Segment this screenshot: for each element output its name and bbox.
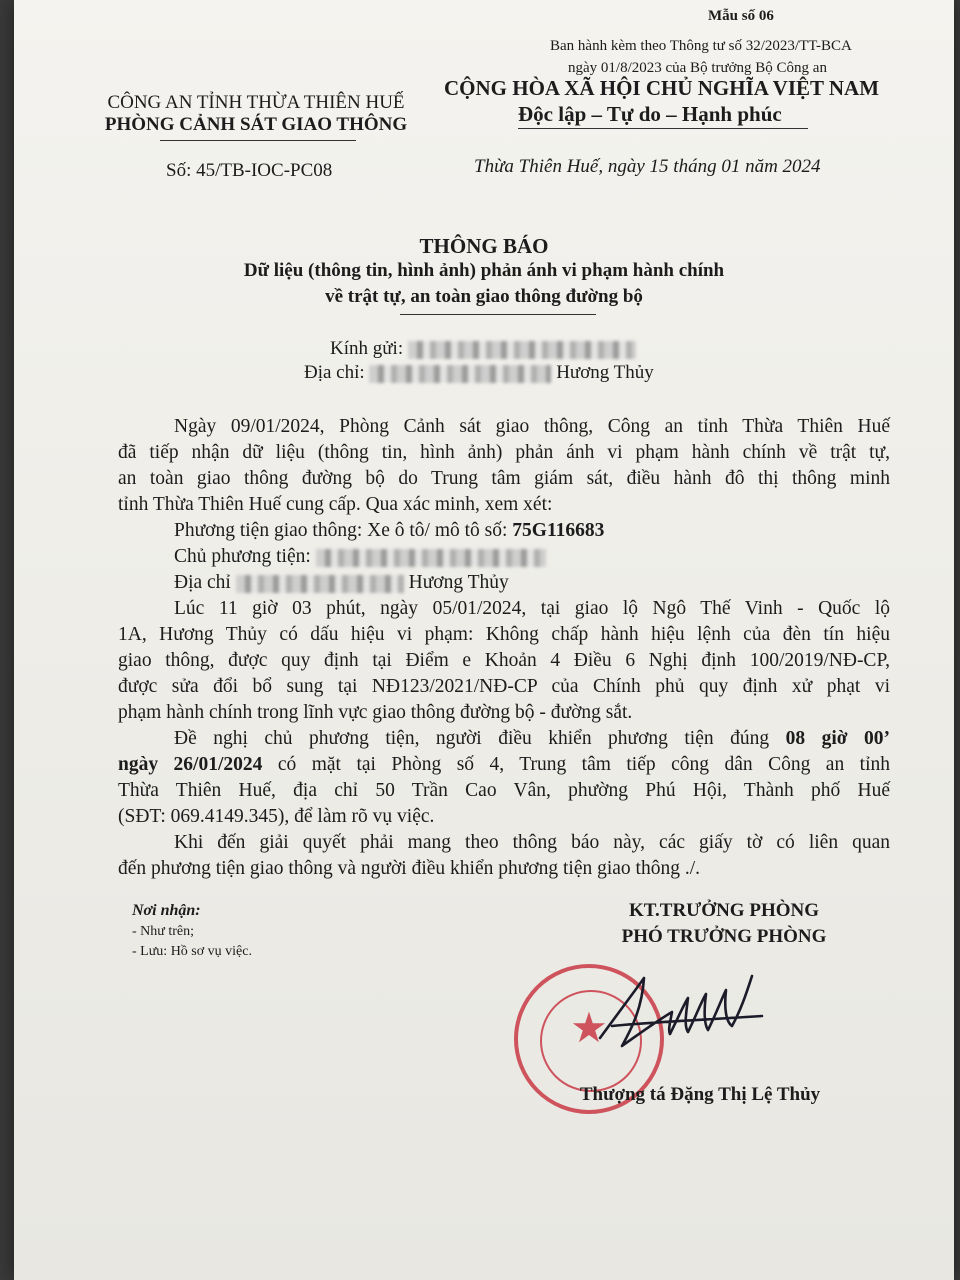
- left-header-divider: [160, 140, 356, 141]
- redacted-owner-address: [236, 575, 404, 593]
- country-name: CỘNG HÒA XÃ HỘI CHỦ NGHĨA VIỆT NAM: [444, 76, 880, 100]
- document-page: [14, 0, 954, 1280]
- document-number: Số: 45/TB-IOC-PC08: [166, 160, 333, 181]
- address-label: Địa chỉ:: [304, 362, 365, 383]
- vehicle-label: Phương tiện giao thông: Xe ô tô/ mô tô số:: [174, 520, 513, 541]
- p3-line-1: [174, 726, 890, 752]
- redacted-recipient: [408, 341, 636, 359]
- notice-heading: THÔNG BÁO: [419, 234, 549, 258]
- owner-label: Chủ phương tiện:: [174, 546, 311, 567]
- appointment-date: ngày 26/01/2024: [118, 754, 263, 775]
- owner-address-label: Địa chỉ: [174, 572, 231, 593]
- recipient-item-2: - Lưu: Hồ sơ vụ việc.: [132, 944, 252, 959]
- department-name: PHÒNG CẢNH SÁT GIAO THÔNG: [104, 114, 408, 135]
- title-divider: [400, 314, 596, 315]
- p1-line-3: an toàn giao thông đường bộ do Trung tâm giám sát, điều hành đô thị thông minh: [118, 468, 890, 489]
- form-issued-line1: Ban hành kèm theo Thông tư số 32/2023/TT-BCA: [550, 38, 852, 54]
- official-seal: ★: [514, 964, 664, 1114]
- p2-line-2: 1A, Hương Thủy có dấu hiệu vi phạm: Không chấp hành hiệu lệnh của đèn tín hiệu: [118, 624, 890, 645]
- right-header-divider: [518, 128, 808, 129]
- p4-line-1: Khi đến giải quyết phải mang theo thông báo này, các giấy tờ có liên quan: [174, 832, 890, 853]
- redacted-owner: [316, 549, 546, 567]
- p3-line-2: [118, 752, 890, 778]
- recipient-item-1: - Như trên;: [132, 924, 195, 939]
- signer-name: Thượng tá Đặng Thị Lệ Thủy: [579, 1084, 821, 1105]
- notice-subtitle-line1: Dữ liệu (thông tin, hình ảnh) phản ánh vi phạm hành chính: [243, 260, 725, 281]
- p4-line-2: đến phương tiện giao thông và người điều khiển phương tiện giao thông ./.: [118, 858, 701, 879]
- p3-line-2-text: có mặt tại Phòng số 4, Trung tâm tiếp công dân Công an tỉnh: [262, 754, 890, 775]
- p1-line-4: tỉnh Thừa Thiên Huế cung cấp. Qua xác minh, xem xét:: [118, 494, 553, 515]
- to-label: Kính gửi:: [330, 338, 404, 359]
- notice-subtitle-line2: về trật tự, an toàn giao thông đường bộ: [325, 286, 643, 307]
- redacted-address: [369, 365, 551, 383]
- p2-line-1: Lúc 11 giờ 03 phút, ngày 05/01/2024, tại giao lộ Ngô Thế Vinh - Quốc lộ: [174, 598, 890, 619]
- p1-line-2: đã tiếp nhận dữ liệu (thông tin, hình ảnh) phản ánh vi phạm hành chính về trật tự,: [118, 442, 890, 463]
- motto: Độc lập – Tự do – Hạnh phúc: [518, 102, 782, 126]
- place-date: Thừa Thiên Huế, ngày 15 tháng 01 năm 2024: [474, 156, 821, 177]
- appointment-time: 08 giờ 00’: [785, 728, 890, 749]
- vehicle-plate: 75G116683: [512, 520, 605, 541]
- recipients-label: Nơi nhận:: [132, 902, 201, 919]
- p3-line-1-text: Đề nghị chủ phương tiện, người điều khiển phương tiện đúng: [174, 728, 786, 749]
- address-suffix: Hương Thủy: [556, 362, 654, 383]
- form-number: Mẫu số 06: [708, 8, 774, 24]
- p1-line-1: Ngày 09/01/2024, Phòng Cảnh sát giao thông, Công an tỉnh Thừa Thiên Huế: [174, 416, 890, 437]
- p2-line-3: giao thông, được quy định tại Điểm e Khoản 4 Điều 6 Nghị định 100/2019/NĐ-CP,: [118, 650, 890, 671]
- agency-name: CÔNG AN TỈNH THỪA THIÊN HUẾ: [107, 92, 405, 113]
- handwritten-signature: [592, 968, 772, 1058]
- signature-title-1: KT.TRƯỞNG PHÒNG: [629, 900, 819, 921]
- p3-line-3: Thừa Thiên Huế, địa chỉ 50 Trần Cao Vân, phường Phú Hội, Thành phố Huế: [118, 780, 890, 801]
- p3-line-4: (SĐT: 069.4149.345), để làm rõ vụ việc.: [118, 806, 435, 827]
- owner-address-suffix: Hương Thủy: [408, 572, 509, 593]
- form-issued-line2: ngày 01/8/2023 của Bộ trưởng Bộ Công an: [568, 60, 827, 76]
- p2-line-4: được sửa đổi bổ sung tại NĐ123/2021/NĐ-CP của Chính phủ quy định xử phạt vi: [118, 676, 890, 697]
- signature-title-2: PHÓ TRƯỞNG PHÒNG: [621, 926, 827, 947]
- p2-line-5: phạm hành chính trong lĩnh vực giao thông đường bộ - đường sắt.: [118, 702, 633, 723]
